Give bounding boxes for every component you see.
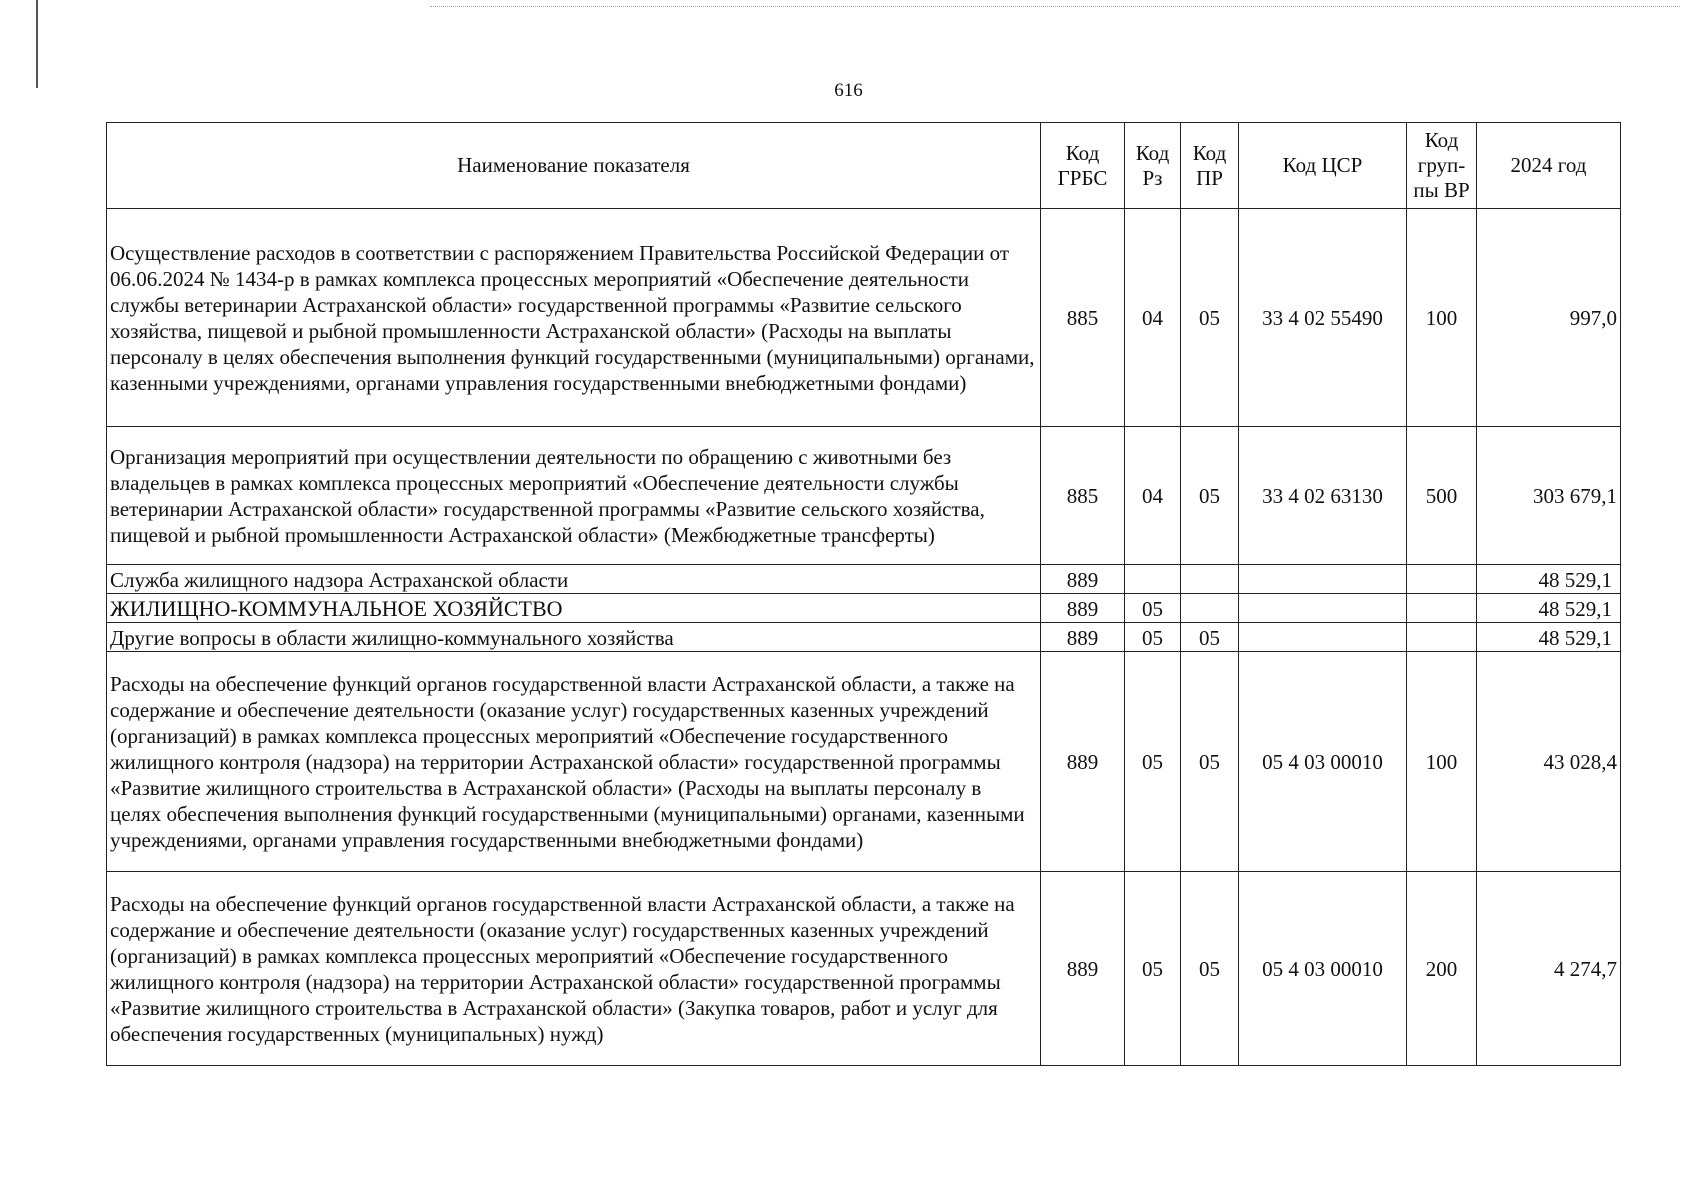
row-amount: 43 028,4 bbox=[1477, 652, 1621, 872]
row-amount: 48 529,1 bbox=[1477, 623, 1621, 652]
row-amount: 997,0 bbox=[1477, 209, 1621, 427]
row-pr bbox=[1181, 565, 1239, 594]
row-name: Расходы на обеспечение функций органов государственной власти Астраханской области, а также на содержание и обеспечение деятельности (оказание услуг) государственных казенных учреждений (организаций) в рамках комплекса процессных мероприятий «Обеспечение государственного жилищного контроля (надзора) на территории Астраханской области» государственной программы «Развитие жилищного строительства в Астраханской области» (Закупка товаров, работ и услуг для обеспечения государственных (муниципальных) нужд) bbox=[107, 872, 1041, 1066]
row-amount: 4 274,7 bbox=[1477, 872, 1621, 1066]
table-row bbox=[107, 594, 1621, 623]
row-csr bbox=[1239, 623, 1407, 652]
row-csr bbox=[1239, 565, 1407, 594]
header-name: Наименование показателя bbox=[107, 123, 1041, 209]
row-vr: 100 bbox=[1407, 209, 1477, 427]
row-amount: 48 529,1 bbox=[1477, 565, 1621, 594]
row-amount: 48 529,1 bbox=[1477, 594, 1621, 623]
row-pr: 05 bbox=[1181, 623, 1239, 652]
scan-edge-left bbox=[36, 0, 38, 88]
row-name: Другие вопросы в области жилищно-коммунального хозяйства bbox=[107, 623, 1041, 652]
header-csr: Код ЦСР bbox=[1239, 123, 1407, 209]
row-rz: 05 bbox=[1125, 652, 1181, 872]
table-row bbox=[107, 209, 1621, 427]
budget-table bbox=[106, 122, 1621, 1066]
row-grbs: 885 bbox=[1041, 209, 1125, 427]
row-vr bbox=[1407, 623, 1477, 652]
row-vr bbox=[1407, 594, 1477, 623]
page-number: 616 bbox=[834, 80, 863, 101]
row-rz: 04 bbox=[1125, 427, 1181, 565]
row-csr: 33 4 02 55490 bbox=[1239, 209, 1407, 427]
row-rz bbox=[1125, 565, 1181, 594]
row-rz: 05 bbox=[1125, 623, 1181, 652]
row-name: Расходы на обеспечение функций органов государственной власти Астраханской области, а также на содержание и обеспечение деятельности (оказание услуг) государственных казенных учреждений (организаций) в рамках комплекса процессных мероприятий «Обеспечение государственного жилищного контроля (надзора) на территории Астраханской области» государственной программы «Развитие жилищного строительства в Астраханской области» (Расходы на выплаты персоналу в целях обеспечения выполнения функций государственными (муниципальными) органами, казенными учреждениями, органами управления государственными внебюджетными фондами) bbox=[107, 652, 1041, 872]
scan-edge-top bbox=[430, 6, 1680, 8]
row-amount: 303 679,1 bbox=[1477, 427, 1621, 565]
row-grbs: 889 bbox=[1041, 623, 1125, 652]
row-grbs: 889 bbox=[1041, 872, 1125, 1066]
row-vr: 200 bbox=[1407, 872, 1477, 1066]
table-row bbox=[107, 872, 1621, 1066]
header-rz: Код Рз bbox=[1125, 123, 1181, 209]
row-csr: 05 4 03 00010 bbox=[1239, 652, 1407, 872]
row-pr: 05 bbox=[1181, 209, 1239, 427]
row-csr: 33 4 02 63130 bbox=[1239, 427, 1407, 565]
row-grbs: 889 bbox=[1041, 565, 1125, 594]
header-pr: Код ПР bbox=[1181, 123, 1239, 209]
table-row bbox=[107, 427, 1621, 565]
row-csr bbox=[1239, 594, 1407, 623]
row-pr bbox=[1181, 594, 1239, 623]
row-pr: 05 bbox=[1181, 427, 1239, 565]
row-vr bbox=[1407, 565, 1477, 594]
row-vr: 500 bbox=[1407, 427, 1477, 565]
row-name: Служба жилищного надзора Астраханской области bbox=[107, 565, 1041, 594]
table-row bbox=[107, 565, 1621, 594]
row-name: Организация мероприятий при осуществлении деятельности по обращению с животными без владельцев в рамках комплекса процессных мероприятий «Обеспечение деятельности службы ветеринарии Астраханской области» государственной программы «Развитие сельского хозяйства, пищевой и рыбной промышленности Астраханской области» (Межбюджетные трансферты) bbox=[107, 427, 1041, 565]
row-name: ЖИЛИЩНО-КОММУНАЛЬНОЕ ХОЗЯЙСТВО bbox=[107, 594, 1041, 623]
table-row bbox=[107, 652, 1621, 872]
row-csr: 05 4 03 00010 bbox=[1239, 872, 1407, 1066]
header-year: 2024 год bbox=[1477, 123, 1621, 209]
row-pr: 05 bbox=[1181, 872, 1239, 1066]
row-rz: 05 bbox=[1125, 594, 1181, 623]
row-rz: 04 bbox=[1125, 209, 1181, 427]
row-vr: 100 bbox=[1407, 652, 1477, 872]
table-header-row bbox=[107, 123, 1621, 209]
row-grbs: 885 bbox=[1041, 427, 1125, 565]
row-rz: 05 bbox=[1125, 872, 1181, 1066]
row-pr: 05 bbox=[1181, 652, 1239, 872]
header-grbs: Код ГРБС bbox=[1041, 123, 1125, 209]
table-row bbox=[107, 623, 1621, 652]
header-vr: Код груп-пы ВР bbox=[1407, 123, 1477, 209]
row-grbs: 889 bbox=[1041, 594, 1125, 623]
row-grbs: 889 bbox=[1041, 652, 1125, 872]
row-name: Осуществление расходов в соответствии с распоряжением Правительства Российской Федерации от 06.06.2024 № 1434-р в рамках комплекса процессных мероприятий «Обеспечение деятельности службы ветеринарии Астраханской области» государственной программы «Развитие сельского хозяйства, пищевой и рыбной промышленности Астраханской области» (Расходы на выплаты персоналу в целях обеспечения выполнения функций государственными (муниципальными) органами, казенными учреждениями, органами управления государственными внебюджетными фондами) bbox=[107, 209, 1041, 427]
